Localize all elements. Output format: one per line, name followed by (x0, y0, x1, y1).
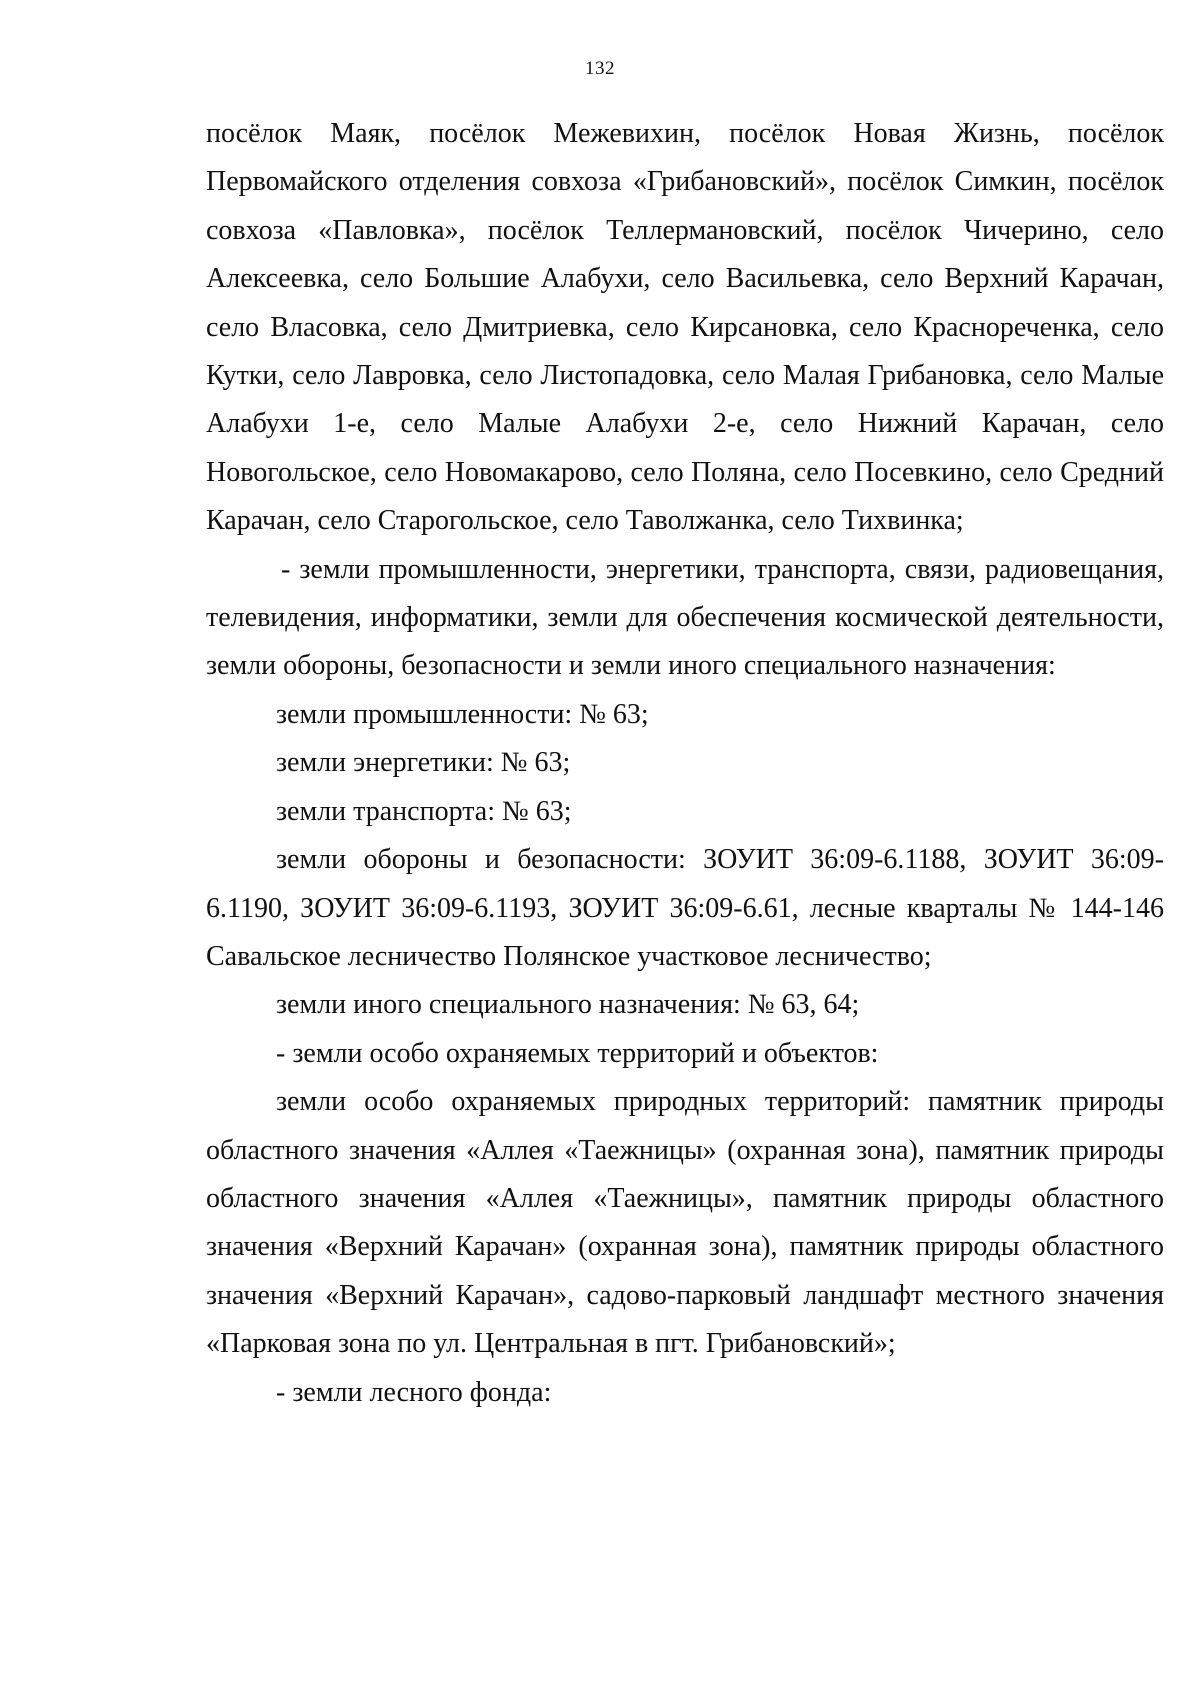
forest-fund-heading: - земли лесного фонда: (276, 1376, 552, 1408)
page-number: 132 (585, 58, 615, 79)
protected-natural-territories-item: земли особо охраняемых природных территорий: памятник природы областного значения «Аллея «Таежницы» (охранная зона), памятник природы областного значения «Аллея «Таежницы», памятник природы областного значения «Верхний Карачан» (охранная зона), памятник природы областного значения «Верхний Карачан», садово-парковый ландшафт местного значения «Парковая зона по ул. Центральная в пгт. Грибановский»; (206, 1086, 1164, 1360)
document-body (206, 110, 1164, 1417)
industrial-lands-heading: - земли промышленности, энергетики, транспорта, связи, радиовещания, телевидения, информатики, земли для обеспечения космической деятельности, земли обороны, безопасности и земли иного специального назначения: (206, 553, 1164, 682)
transport-lands-item: земли транспорта: № 63; (276, 795, 572, 827)
protected-territories-heading: - земли особо охраняемых территорий и объектов: (276, 1037, 879, 1069)
industry-lands-item: земли промышленности: № 63; (276, 698, 649, 730)
energy-lands-item: земли энергетики: № 63; (276, 747, 571, 779)
settlements-paragraph: посёлок Маяк, посёлок Межевихин, посёлок Новая Жизнь, посёлок Первомайского отделения совхоза «Грибановский», посёлок Симкин, посёлок совхоза «Павловка», посёлок Теллермановский, посёлок Чичерино, село Алексеевка, село Большие Алабухи, село Васильевка, село Верхний Карачан, село Власовка, село Дмитриевка, село Кирсановка, село Краснореченка, село Кутки, село Лавровка, село Листопадовка, село Малая Грибановка, село Малые Алабухи 1-е, село Малые Алабухи 2-е, село Нижний Карачан, село Новогольское, село Новомакарово, село Поляна, село Посевкино, село Средний Карачан, село Старогольское, село Таволжанка, село Тихвинка; (206, 118, 1164, 537)
special-purpose-lands-item: земли иного специального назначения: № 63, 64; (276, 989, 860, 1021)
defense-lands-item: земли обороны и безопасности: ЗОУИТ 36:09-6.1188, ЗОУИТ 36:09-6.1190, ЗОУИТ 36:09-6.1193, ЗОУИТ 36:09-6.61, лесные кварталы № 144-146 Савальское лесничество Полянское участковое лесничество; (206, 844, 1164, 972)
